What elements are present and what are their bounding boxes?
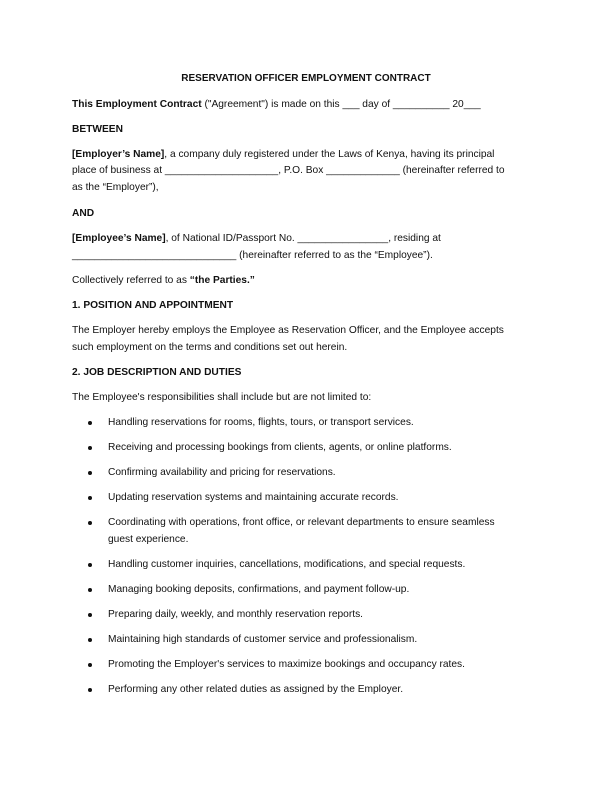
parties-bold: “the Parties.”	[189, 275, 255, 286]
employee-line-1-text: , of National ID/Passport No. ________________, residing at	[165, 233, 441, 244]
bullet-icon	[88, 588, 92, 592]
bullet-icon	[88, 471, 92, 475]
duty-text-line: guest experience.	[108, 534, 189, 545]
intro-bold: This Employment Contract	[72, 99, 202, 110]
bullet-icon	[88, 521, 92, 525]
bullet-icon	[88, 613, 92, 617]
duty-text-line: Managing booking deposits, confirmations, and payment follow-up.	[108, 584, 410, 595]
parties-line	[72, 274, 255, 288]
employee-line-2: _____________________________ (hereinafter referred to as the “Employee”).	[72, 250, 433, 261]
duty-text-line: Preparing daily, weekly, and monthly reservation reports.	[108, 609, 363, 620]
intro-paragraph	[72, 98, 481, 112]
bullet-icon	[88, 688, 92, 692]
and-heading: AND	[72, 208, 95, 219]
section-1-line-1: The Employer hereby employs the Employee as Reservation Officer, and the Employee accepts	[72, 325, 504, 336]
employer-name-placeholder: [Employer’s Name]	[72, 149, 165, 160]
duty-text-line: Handling reservations for rooms, flights, tours, or transport services.	[108, 417, 414, 428]
employee-name-placeholder: [Employee’s Name]	[72, 233, 166, 244]
bullet-icon	[88, 663, 92, 667]
employee-line-1	[72, 232, 441, 246]
employer-line-1-text: , a company duly registered under the Laws of Kenya, having its principal	[164, 149, 495, 160]
intro-text: ("Agreement") is made on this ___ day of __________ 20___	[201, 99, 481, 110]
bullet-icon	[88, 446, 92, 450]
duty-text-line: Confirming availability and pricing for reservations.	[108, 467, 336, 478]
duty-text-line: Coordinating with operations, front office, or relevant departments to ensure seamless	[108, 517, 495, 528]
bullet-icon	[88, 638, 92, 642]
bullet-icon	[88, 496, 92, 500]
employer-line-2: place of business at ____________________, P.O. Box _____________ (hereinafter referred to	[72, 165, 505, 176]
duty-text-line: Updating reservation systems and maintaining accurate records.	[108, 492, 399, 503]
duty-text-line: Performing any other related duties as assigned by the Employer.	[108, 684, 404, 695]
employer-line-1	[72, 148, 494, 162]
bullet-icon	[88, 421, 92, 425]
duty-text-line: Promoting the Employer's services to maximize bookings and occupancy rates.	[108, 659, 465, 670]
section-1-line-2: such employment on the terms and conditions set out herein.	[72, 342, 348, 353]
duty-text-line: Handling customer inquiries, cancellations, modifications, and special requests.	[108, 559, 466, 570]
section-1-heading: 1. POSITION AND APPOINTMENT	[72, 300, 234, 311]
section-2-heading: 2. JOB DESCRIPTION AND DUTIES	[72, 367, 242, 378]
duty-text-line: Maintaining high standards of customer service and professionalism.	[108, 634, 418, 645]
parties-prefix: Collectively referred to as	[72, 275, 190, 286]
between-heading: BETWEEN	[72, 124, 123, 135]
section-2-intro: The Employee's responsibilities shall include but are not limited to:	[72, 392, 372, 403]
document-title: RESERVATION OFFICER EMPLOYMENT CONTRACT	[181, 73, 431, 84]
employer-line-3: as the “Employer”),	[72, 182, 159, 193]
bullet-icon	[88, 563, 92, 567]
duty-text-line: Receiving and processing bookings from clients, agents, or online platforms.	[108, 442, 452, 453]
